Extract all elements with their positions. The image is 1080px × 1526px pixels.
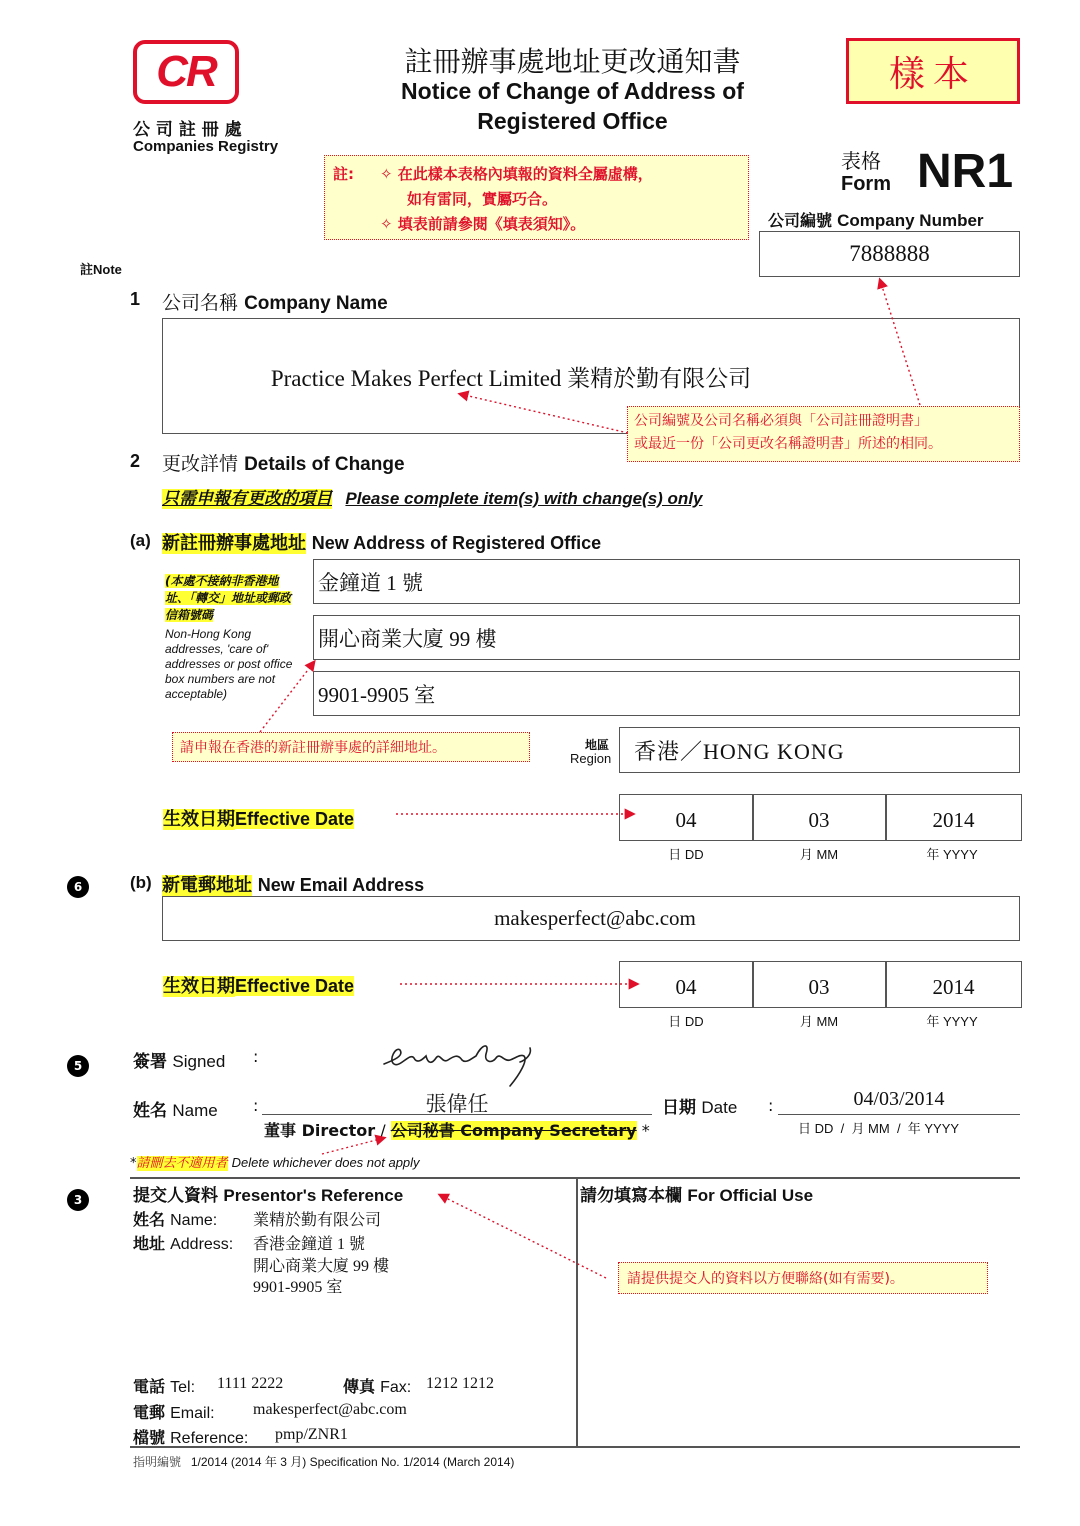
date-format-hint: 日 DD / 月 MM / 年 YYYY	[798, 1121, 960, 1136]
item-b-year-label: 年 YYYY	[926, 1014, 978, 1029]
section1-title-en: Company Name	[244, 293, 388, 314]
role-secretary[interactable]: 公司秘書 Company Secretary	[390, 1121, 637, 1140]
note-3-marker: 3	[67, 1189, 89, 1211]
item-a-day-label: 日 DD	[668, 847, 704, 862]
presenter-name-value: 業精於勤有限公司	[253, 1212, 382, 1229]
item-a-effective-cn: 生效日期	[163, 809, 235, 830]
date-colon: :	[768, 1096, 774, 1115]
arrow-to-company-name	[460, 394, 628, 433]
role-separator: /	[380, 1121, 386, 1140]
company-number-label-en: Company Number	[837, 211, 984, 230]
company-number-value: 7888888	[849, 241, 930, 266]
item-b-day-label: 日 DD	[668, 1014, 704, 1029]
arrow-to-company-number	[880, 280, 920, 405]
item-a-year: 2014	[932, 808, 975, 832]
section2-number: 2	[130, 451, 141, 471]
note-prefix: 註:	[333, 165, 354, 183]
item-a-year-label: 年 YYYY	[926, 847, 978, 862]
item-b-effective-en: Effective Date	[235, 976, 355, 996]
item-b-title-en: New Email Address	[257, 875, 425, 895]
item-b-title-cn: 新電郵地址	[162, 875, 252, 896]
note-column-label: 註Note	[80, 262, 122, 277]
presenter-email-label-cn: 電郵	[133, 1403, 166, 1422]
item-a-effective-en: Effective Date	[235, 809, 355, 829]
presenter-fax-label-en: Fax:	[380, 1379, 412, 1396]
item-b-month: 03	[808, 975, 830, 999]
annotation1-line1: 公司編號及公司名稱必須與「公司註冊證明書」	[634, 413, 928, 429]
name-value: 張偉任	[425, 1092, 489, 1116]
section2-title-cn: 更改詳情	[162, 453, 239, 475]
item-a-month: 03	[808, 808, 830, 832]
item-a-title-cn: 新註冊辦事處地址	[162, 533, 306, 554]
arrow-to-presenter	[440, 1195, 606, 1278]
role-asterisk: *	[641, 1121, 650, 1140]
item-b-effective-cn: 生效日期	[163, 976, 235, 997]
date-value: 04/03/2014	[853, 1088, 945, 1110]
registry-cn: 公 司 註 冊 處	[133, 120, 242, 140]
section1-title-cn: 公司名稱	[162, 292, 239, 314]
delete-note-asterisk: *	[130, 1156, 137, 1171]
form-label-en: Form	[841, 173, 891, 195]
item-a-day: 04	[675, 808, 697, 832]
presenter-name-label-en: Name:	[170, 1212, 218, 1229]
annotation1-line2: 或最近一份「公司更改名稱證明書」所述的相同。	[634, 436, 942, 452]
sample-stamp-text: 樣本	[888, 53, 977, 95]
section1-number: 1	[130, 289, 141, 309]
cr-logo-text: CR	[156, 47, 216, 96]
arrow-to-role	[322, 1138, 384, 1154]
presenter-title-en: Presentor's Reference	[223, 1186, 404, 1205]
presenter-tel-label-cn: 電話	[133, 1377, 166, 1396]
signed-label-en: Signed	[172, 1052, 226, 1071]
region-label-cn: 地區	[585, 738, 610, 752]
section2-title-en: Details of Change	[244, 454, 405, 475]
note-line2: 如有雷同，實屬巧合。	[407, 190, 558, 208]
presenter-ref-value: pmp/ZNR1	[275, 1426, 348, 1443]
name-colon: :	[253, 1096, 259, 1115]
spec-cn: 指明編號	[133, 1455, 182, 1469]
item-b-year: 2014	[932, 975, 975, 999]
presenter-address-line1: 香港金鐘道 1 號	[253, 1236, 366, 1253]
form-code: NR1	[917, 145, 1014, 198]
date-label-cn: 日期	[662, 1098, 696, 1118]
email-value: makesperfect@abc.com	[494, 906, 696, 930]
spec-text: 1/2014 (2014 年 3 月) Specification No. 1/2014 (March 2014)	[190, 1455, 515, 1469]
registry-en: Companies Registry	[133, 138, 279, 155]
arrow-to-address	[260, 662, 314, 732]
address-line3-value: 9901-9905 室	[318, 682, 436, 707]
item-b-label: (b)	[130, 873, 152, 892]
presenter-annotation-text: 請提供提交人的資料以方便聯絡(如有需要)。	[627, 1271, 904, 1287]
presenter-ref-label-cn: 檔號	[133, 1428, 166, 1447]
role-director[interactable]: 董事 Director	[264, 1121, 376, 1140]
date-label-en: Date	[701, 1098, 738, 1117]
name-label-cn: 姓名	[133, 1101, 167, 1121]
official-use-cn: 請勿填寫本欄	[580, 1186, 682, 1206]
presenter-fax-value: 1212 1212	[426, 1375, 494, 1392]
signed-colon: :	[253, 1047, 259, 1066]
presenter-address-label-cn: 地址	[133, 1234, 166, 1253]
name-label-en: Name	[172, 1101, 218, 1120]
presenter-address-line3: 9901-9905 室	[253, 1279, 343, 1296]
note-line3: ✧ 填表前請參閱《填表須知》。	[380, 215, 586, 233]
official-use-en: For Official Use	[687, 1186, 814, 1205]
presenter-address-line2: 開心商業大廈 99 樓	[253, 1258, 390, 1275]
non-hk-note-en: Non-Hong Kong addresses, 'care of' addresses or post office box numbers are not acceptable)	[165, 627, 293, 701]
presenter-title-cn: 提交人資料	[133, 1186, 218, 1206]
form-label-cn: 表格	[841, 149, 881, 173]
instruction-en: Please complete item(s) with change(s) only	[345, 489, 703, 508]
presenter-name-label-cn: 姓名	[133, 1210, 166, 1229]
note-6-marker: 6	[67, 876, 89, 898]
presenter-tel-value: 1111 2222	[217, 1375, 284, 1392]
presenter-fax-label-cn: 傳真	[343, 1377, 376, 1396]
title-en-line1: Notice of Change of Address of	[401, 78, 744, 104]
title-en-line2: Registered Office	[477, 108, 668, 134]
presenter-address-label-en: Address:	[170, 1236, 234, 1253]
item-b-month-label: 月 MM	[799, 1014, 839, 1029]
region-label-en: Region	[570, 751, 612, 766]
presenter-email-value: makesperfect@abc.com	[253, 1401, 407, 1418]
company-number-label-cn: 公司編號	[768, 211, 833, 230]
company-name-value: Practice Makes Perfect Limited 業精於勤有限公司	[270, 365, 752, 391]
instruction-cn: 只需申報有更改的項目	[162, 489, 332, 509]
item-b-day: 04	[675, 975, 697, 999]
item-a-title-en: New Address of Registered Office	[311, 533, 602, 553]
delete-note-cn: 請刪去不適用者	[136, 1156, 228, 1171]
presenter-ref-label-en: Reference:	[170, 1430, 249, 1447]
note-5-marker: 5	[67, 1055, 89, 1077]
non-hk-note-cn: (本處不接納非香港地址、「轉交」地址或郵政信箱號碼	[165, 574, 292, 622]
delete-note-en: Delete whichever does not apply	[231, 1155, 420, 1170]
item-a-label: (a)	[130, 531, 151, 550]
region-value: 香港／HONG KONG	[634, 738, 845, 764]
title-cn: 註冊辦事處地址更改通知書	[404, 45, 741, 78]
presenter-email-label-en: Email:	[170, 1405, 215, 1422]
note-line1: ✧ 在此樣本表格內填報的資料全屬虛構，	[380, 165, 653, 183]
item-a-month-label: 月 MM	[799, 847, 839, 862]
address-annotation-text: 請申報在香港的新註冊辦事處的詳細地址。	[180, 740, 446, 756]
signed-label-cn: 簽署	[133, 1052, 167, 1072]
address-line2-value: 開心商業大廈 99 樓	[318, 626, 497, 651]
address-line1-value: 金鐘道 1 號	[318, 570, 423, 595]
presenter-tel-label-en: Tel:	[170, 1379, 196, 1396]
